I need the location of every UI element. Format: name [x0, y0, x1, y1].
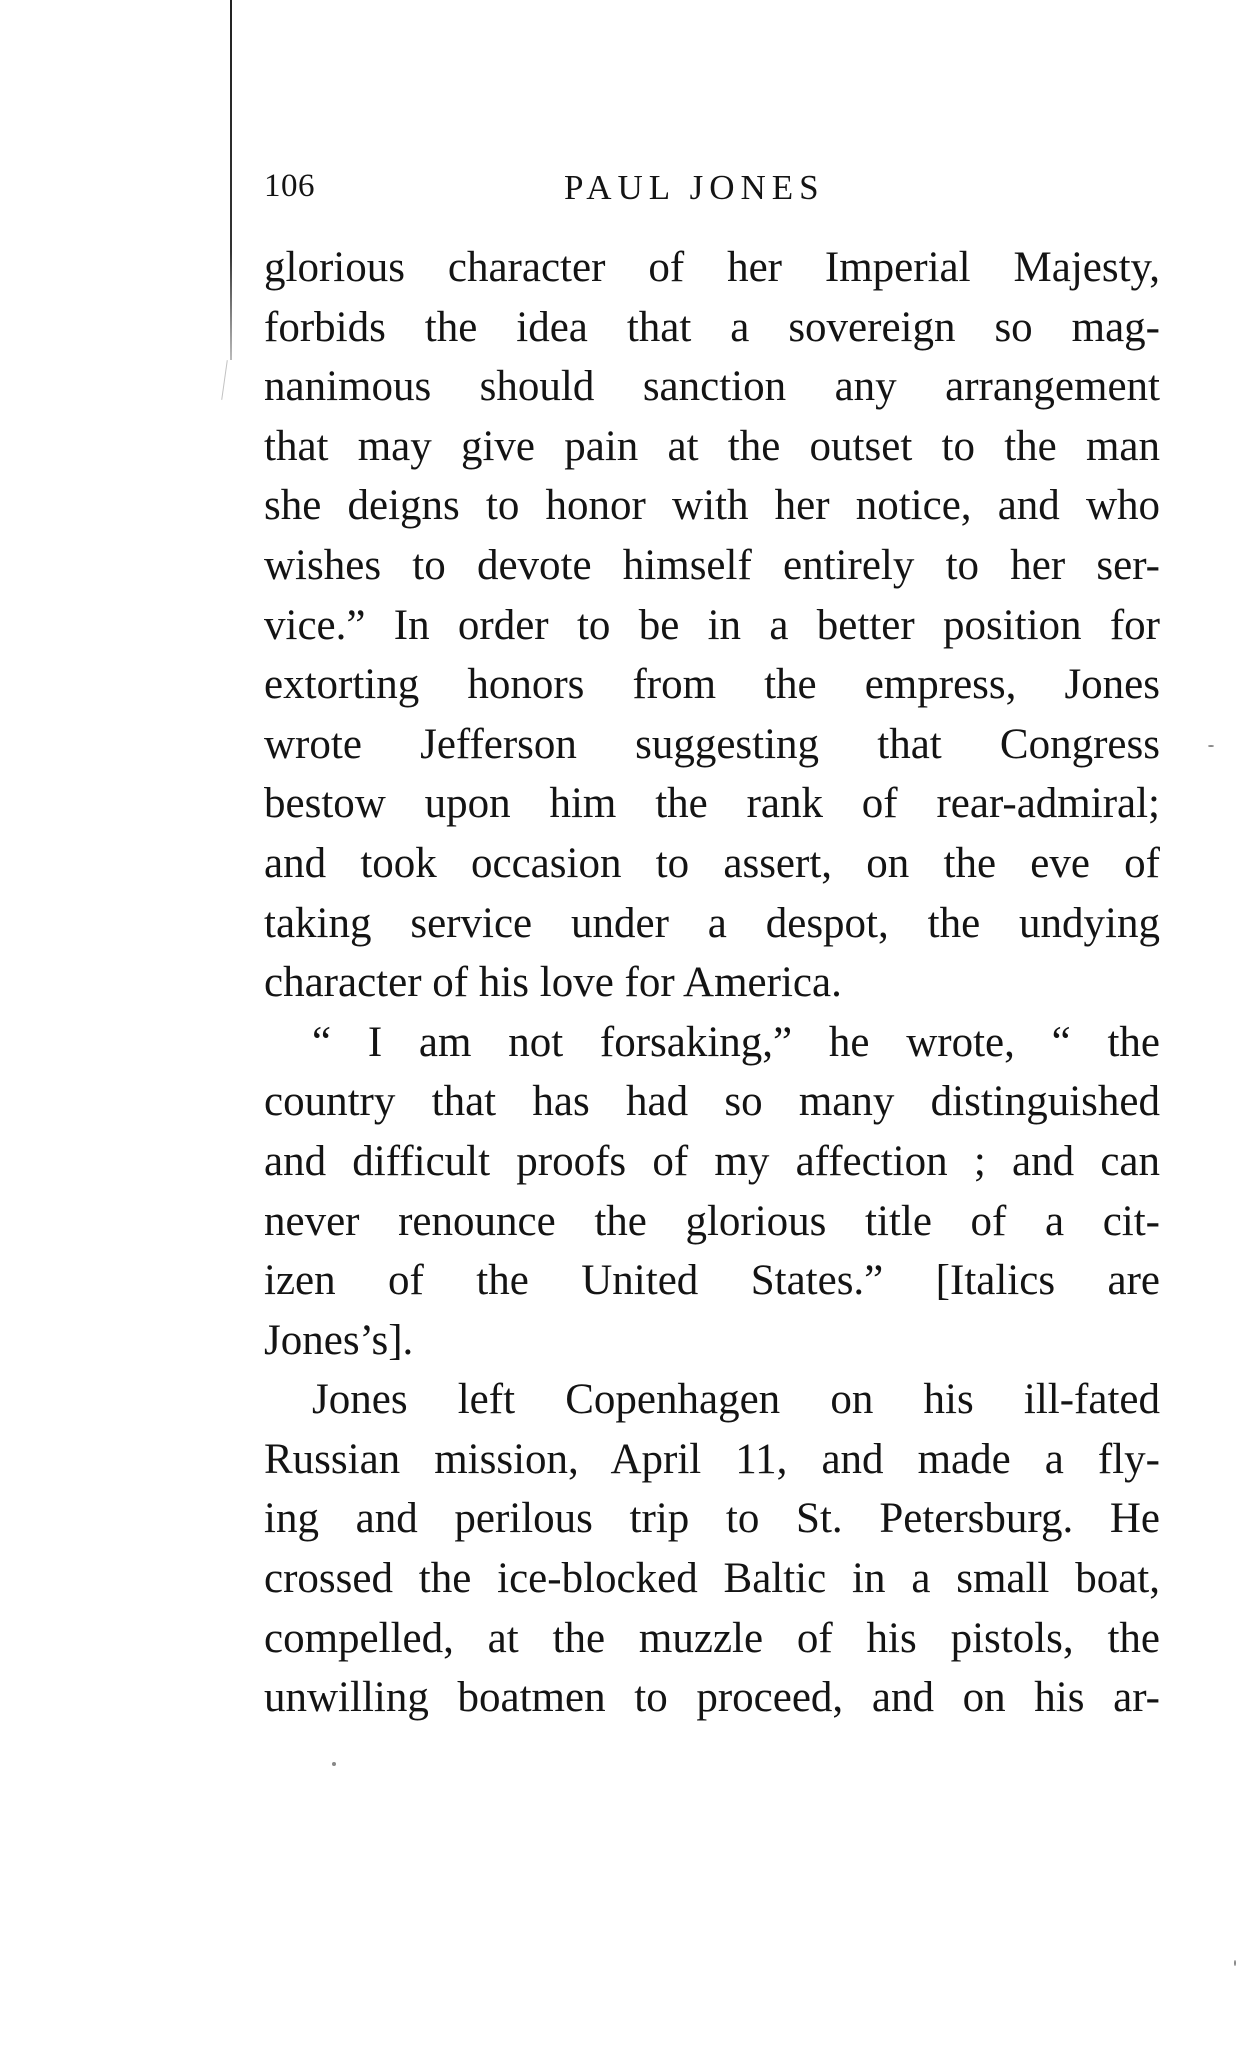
text-line: vice.” In order to be in a better position for	[264, 601, 1160, 649]
scan-speck	[1208, 745, 1214, 747]
text-line: she deigns to honor with her notice, and who	[264, 482, 1160, 530]
text-line: crossed the ice-blocked Baltic in a small boat,	[264, 1555, 1160, 1603]
text-line: wrote Jefferson suggesting that Congress	[264, 720, 1160, 768]
binding-edge-line	[230, 0, 232, 360]
text-line: taking service under a despot, the undying	[264, 899, 1160, 947]
text-line: compelled, at the muzzle of his pistols, the	[264, 1614, 1160, 1662]
running-head	[264, 168, 1160, 214]
text-line: unwilling boatmen to proceed, and on his ar-	[264, 1674, 1160, 1722]
scan-speck	[332, 1762, 336, 1766]
running-title: PAUL JONES	[564, 168, 825, 207]
text-line: “ I am not forsaking,” he wrote, “ the	[312, 1018, 1160, 1066]
text-line: Jones’s].	[264, 1316, 414, 1364]
text-line: Russian mission, April 11, and made a fly-	[264, 1435, 1160, 1483]
text-line: wishes to devote himself entirely to her ser-	[264, 541, 1160, 589]
text-line: forbids the idea that a sovereign so mag-	[264, 303, 1160, 351]
text-line: character of his love for America.	[264, 959, 842, 1007]
page-number: 106	[264, 168, 315, 204]
text-line: Jones left Copenhagen on his ill-fated	[312, 1376, 1160, 1424]
text-line: nanimous should sanction any arrangement	[264, 363, 1160, 411]
text-line: extorting honors from the empress, Jones	[264, 661, 1160, 709]
text-line: bestow upon him the rank of rear-admiral;	[264, 780, 1160, 828]
text-line: izen of the United States.” [Italics are	[264, 1257, 1160, 1305]
body-text	[264, 238, 1160, 1728]
text-line: never renounce the glorious title of a cit-	[264, 1197, 1160, 1245]
text-line: and difficult proofs of my affection ; and can	[264, 1137, 1160, 1185]
text-line: and took occasion to assert, on the eve of	[264, 839, 1160, 887]
text-line: that may give pain at the outset to the man	[264, 422, 1160, 470]
text-line: glorious character of her Imperial Majesty,	[264, 244, 1160, 291]
binding-edge-mark	[221, 360, 228, 400]
text-line: ing and perilous trip to St. Petersburg. He	[264, 1495, 1160, 1543]
text-line: country that has had so many distinguished	[264, 1078, 1160, 1126]
scan-speck	[1234, 1960, 1236, 1966]
